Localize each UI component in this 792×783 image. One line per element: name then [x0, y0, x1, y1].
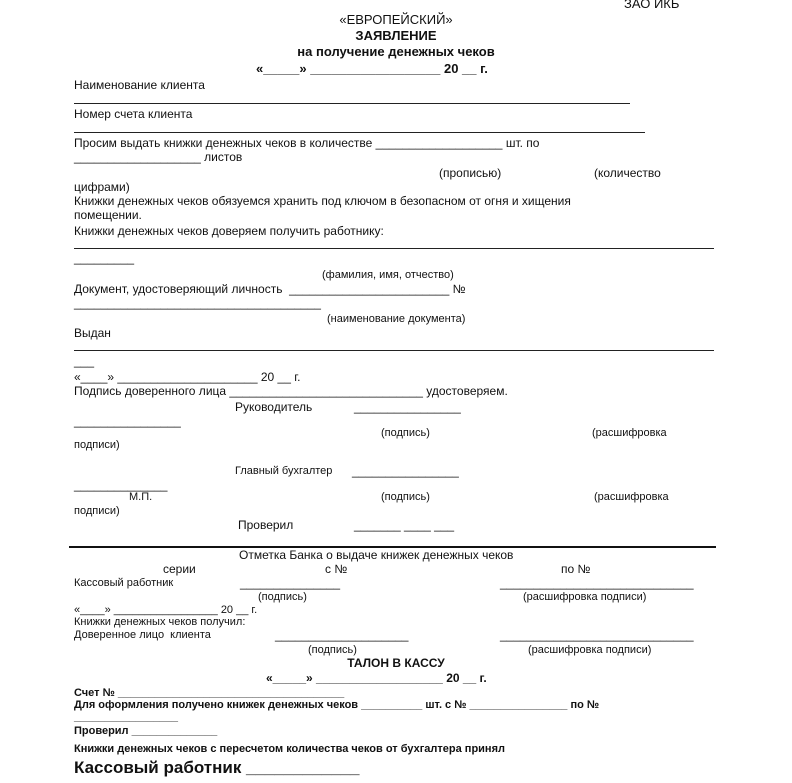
sign-date: «____» _____________________ 20 __ г. [74, 370, 301, 384]
coupon-date: «_____» ___________________ 20 __ г. [266, 671, 487, 685]
org-name: ЗАО ИКБ [624, 0, 680, 11]
checked-signature-line: _______ ____ ___ [354, 518, 455, 532]
quantity-hint: (количество [594, 166, 661, 180]
cashier-decode-hint: (расшифровка подписи) [523, 591, 647, 603]
proxy-decode-field: _____________________________ [500, 628, 694, 642]
fio-hint: (фамилия, имя, отчество) [322, 269, 454, 281]
proxy-signature-line: Подпись доверенного лица _____________________________ удостоверяем. [74, 384, 508, 398]
chief-decode-hint-tail: подписи) [74, 505, 120, 517]
client-account-line[interactable] [74, 132, 645, 133]
storage-line: Книжки денежных чеков обязуемся хранить под ключом в безопасном от огня и хищения [74, 194, 571, 208]
head-decode-hint: (расшифровка [592, 427, 667, 439]
head-decode-hint-tail: подписи) [74, 439, 120, 451]
page-title: ЗАЯВЛЕНИЕ [355, 28, 437, 43]
issued-label: Выдан [74, 326, 111, 340]
coupon-cashier: Кассовый работник ____________ [74, 758, 360, 777]
bank-name: «ЕВРОПЕЙСКИЙ» [339, 12, 453, 27]
bank-mark-title: Отметка Банка о выдаче книжек денежных чеков [239, 548, 514, 562]
client-name-line[interactable] [74, 103, 630, 104]
coupon-issue-tail: _________________ [74, 711, 179, 723]
chief-accountant-label: Главный бухгалтер [235, 465, 333, 477]
issued-tail: ___ [74, 354, 95, 368]
storage-line-2: помещении. [74, 208, 142, 222]
from-number-label: с № [325, 562, 348, 576]
client-account-label: Номер счета клиента [74, 107, 193, 121]
checked-label: Проверил [238, 518, 294, 532]
chief-sign-hint: (подпись) [381, 491, 430, 503]
page-subtitle: на получение денежных чеков [297, 44, 495, 59]
cashier-signature-line: _______________ [240, 576, 341, 590]
document-name-hint: (наименование документа) [327, 313, 466, 325]
head-signature-line: ________________ [354, 400, 461, 414]
head-sign-hint: (подпись) [381, 427, 430, 439]
employee-name-line[interactable] [74, 248, 714, 249]
chief-decode-hint: (расшифровка [594, 491, 669, 503]
head-label: Руководитель [235, 400, 313, 414]
coupon-account: Счет № _____________________________________ [74, 687, 345, 699]
employee-name-tail: _________ [74, 251, 135, 265]
sheets-line: ___________________ листов [74, 150, 243, 164]
to-number-label: по № [561, 562, 591, 576]
series-label: серии [163, 562, 196, 576]
coupon-checked: Проверил ______________ [74, 725, 218, 737]
application-date: «_____» __________________ 20 __ г. [256, 61, 488, 76]
request-line: Просим выдать книжки денежных чеков в количестве ___________________ шт. по [74, 136, 540, 150]
chief-accountant-decode-line: ______________ [74, 478, 168, 492]
trust-line: Книжки денежных чеков доверяем получить работнику: [74, 224, 384, 238]
proxy-sign-hint: (подпись) [308, 644, 357, 656]
cashier-decode-line: _____________________________ [500, 576, 694, 590]
received-label: Книжки денежных чеков получил: [74, 616, 246, 628]
document-line: _____________________________________ [74, 296, 321, 310]
proxy-signature-field: ____________________ [275, 628, 409, 642]
coupon-received: Книжки денежных чеков с пересчетом количества чеков от бухгалтера принял [74, 743, 505, 755]
id-document-line: Документ, удостоверяющий личность ________________________ № [74, 282, 466, 296]
coupon-issue-line: Для оформления получено книжек денежных чеков __________ шт. с № ________________ по № [74, 699, 600, 711]
bank-mark-date: «____» _________________ 20 __ г. [74, 604, 258, 616]
in-words-hint: (прописью) [439, 166, 502, 180]
chief-accountant-signature-line: ________________ [352, 464, 459, 478]
proxy-decode-hint: (расшифровка подписи) [528, 644, 652, 656]
proxy-client-label: Доверенное лицо клиента [74, 629, 211, 641]
cashier-sign-hint: (подпись) [258, 591, 307, 603]
digits-hint: цифрами) [74, 180, 130, 194]
head-decode-line: ________________ [74, 414, 181, 428]
coupon-title: ТАЛОН В КАССУ [347, 656, 445, 670]
client-name-label: Наименование клиента [74, 78, 205, 92]
stamp-place-label: М.П. [129, 491, 153, 503]
cashier-label: Кассовый работник [74, 577, 174, 589]
issued-line[interactable] [74, 350, 714, 351]
